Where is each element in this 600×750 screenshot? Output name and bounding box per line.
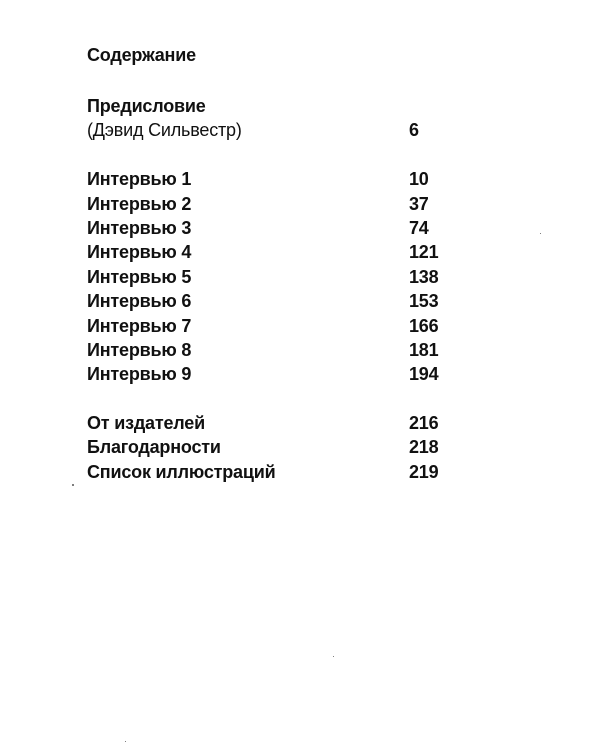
toc-entry-label: Интервью 8 bbox=[87, 339, 192, 360]
table-of-contents bbox=[87, 94, 507, 484]
toc-entry-page-number: 194 bbox=[409, 364, 439, 385]
toc-entry-label: Интервью 2 bbox=[87, 193, 192, 214]
toc-entry-appendix bbox=[87, 411, 507, 435]
toc-entry-page-number: 138 bbox=[409, 266, 439, 287]
toc-entry-page-number: 37 bbox=[409, 193, 429, 214]
paper-speck bbox=[540, 233, 541, 234]
toc-entry-page-number: 219 bbox=[409, 461, 439, 482]
toc-entry-label: Интервью 6 bbox=[87, 291, 192, 312]
toc-entry-appendix bbox=[87, 460, 507, 484]
toc-entry-page-number: 6 bbox=[409, 120, 419, 141]
toc-entry-label: Благодарности bbox=[87, 437, 221, 458]
toc-entry-label: Интервью 5 bbox=[87, 266, 192, 287]
toc-entry-interview bbox=[87, 362, 507, 386]
toc-entry-label: Интервью 9 bbox=[87, 364, 192, 385]
toc-entry-interview bbox=[87, 265, 507, 289]
toc-entry-page-number: 153 bbox=[409, 291, 439, 312]
toc-entry-interview bbox=[87, 289, 507, 313]
section-gap bbox=[87, 143, 507, 167]
toc-entry-interview bbox=[87, 314, 507, 338]
toc-title: Содержание bbox=[87, 45, 196, 65]
toc-entry-label: Интервью 4 bbox=[87, 242, 192, 263]
toc-entry-page-number: 216 bbox=[409, 413, 439, 434]
paper-speck bbox=[72, 484, 74, 486]
toc-entry-label: Интервью 7 bbox=[87, 315, 192, 336]
toc-entry-foreword bbox=[87, 94, 507, 118]
toc-entry-page-number: 166 bbox=[409, 315, 439, 336]
toc-entry-page-number: 74 bbox=[409, 217, 429, 238]
toc-entry-page-number: 10 bbox=[409, 169, 429, 190]
toc-entry-label: От издателей bbox=[87, 413, 205, 434]
paper-speck bbox=[125, 741, 126, 742]
toc-entry-author: (Дэвид Сильвестр) bbox=[87, 120, 242, 141]
toc-entry-interview bbox=[87, 216, 507, 240]
toc-entry-label: Предисловие bbox=[87, 96, 206, 116]
section-gap bbox=[87, 387, 507, 411]
toc-entry-label: Интервью 3 bbox=[87, 217, 192, 238]
toc-entry-interview bbox=[87, 167, 507, 191]
toc-entry-appendix bbox=[87, 435, 507, 459]
toc-entry-interview bbox=[87, 338, 507, 362]
paper-speck bbox=[333, 656, 334, 657]
toc-entry-interview bbox=[87, 192, 507, 216]
toc-entry-foreword-author bbox=[87, 118, 507, 142]
toc-entry-page-number: 218 bbox=[409, 437, 439, 458]
toc-entry-page-number: 121 bbox=[409, 242, 439, 263]
toc-entry-page-number: 181 bbox=[409, 339, 439, 360]
toc-entry-label: Интервью 1 bbox=[87, 169, 192, 190]
toc-entry-label: Список иллюстраций bbox=[87, 461, 276, 482]
toc-entry-interview bbox=[87, 240, 507, 264]
